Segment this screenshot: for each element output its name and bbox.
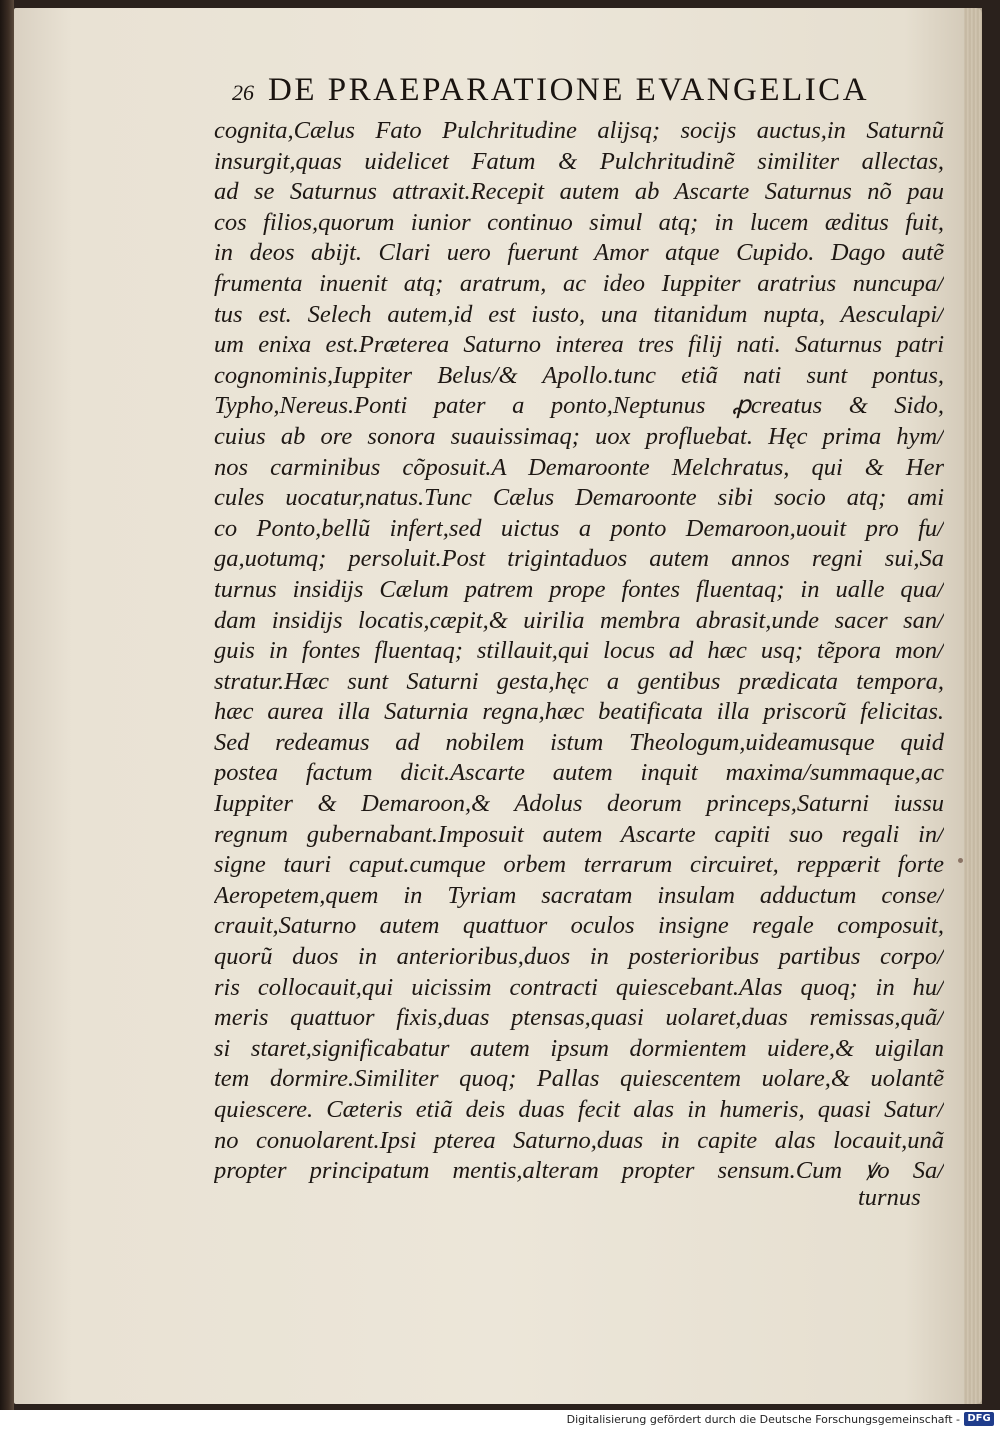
text-line: hæc aurea illa Saturnia regna,hæc beatificata illa priscorũ felicitas. <box>214 698 944 726</box>
text-line: crauit,Saturno autem quattuor oculos insigne regale composuit, <box>214 912 944 940</box>
text-line: cules uocatur,natus.Tunc Cælus Demaroonte sibi socio atq; ami <box>214 484 944 512</box>
text-line: Iuppiter & Demaroon,& Adolus deorum princeps,Saturni iussu <box>214 790 944 818</box>
text-line: no conuolarent.Ipsi pterea Saturno,duas in capite alas locauit,unã <box>214 1126 944 1154</box>
text-line: si staret,significabatur autem ipsum dormientem uidere,& uigilan <box>214 1034 944 1062</box>
text-line: cuius ab ore sonora suauissimaq; uox profluebat. Hęc prima hym/ <box>214 422 944 450</box>
text-line: in deos abijt. Clari uero fuerunt Amor atque Cupido. Dago autẽ <box>214 239 944 267</box>
binding-edge <box>0 0 14 1410</box>
text-line: ga,uotumq; persoluit.Post trigintaduos autem annos regni sui,Sa <box>214 545 944 573</box>
text-line: um enixa est.Præterea Saturno interea tres filij nati. Saturnus patri <box>214 331 944 359</box>
text-line: insurgit,quas uidelicet Fatum & Pulchritudinẽ similiter allectas, <box>214 147 944 175</box>
folio-number: 26 <box>232 80 254 105</box>
running-head: DE PRAEPARATIONE EVANGELICA <box>268 72 870 108</box>
page-header <box>232 72 932 112</box>
text-line: stratur.Hæc sunt Saturni gesta,hęc a gentibus prædicata tempora, <box>214 667 944 695</box>
text-line: ris collocauit,qui uicissim contracti quiescebant.Alas quoq; in hu/ <box>214 973 944 1001</box>
text-line: quiescere. Cæteris etiã deis duas fecit alas in humeris, quasi Satur/ <box>214 1096 944 1123</box>
text-line: co Ponto,bellũ infert,sed uictus a ponto Demaroon,uouit pro fu/ <box>214 514 944 542</box>
dfg-logo: DFG <box>964 1412 994 1426</box>
text-line: meris quattuor fixis,duas ptensas,quasi uolaret,duas remissas,quã/ <box>214 1004 944 1032</box>
text-line: Typho,Nereus.Ponti pater a ponto,Neptunus ꝓcreatus & Sido, <box>214 392 944 420</box>
text-line: regnum gubernabant.Imposuit autem Ascarte capiti suo regali in/ <box>214 820 944 848</box>
text-line: frumenta inuenit atq; aratrum, ac ideo Iuppiter aratrius nuncupa/ <box>214 269 944 297</box>
catchword: turnus <box>858 1184 921 1211</box>
text-line: quorũ duos in anterioribus,duos in posterioribus partibus corpo/ <box>214 943 944 971</box>
text-line: propter principatum mentis,alteram propter sensum.Cum ꝟo Sa/ <box>214 1157 944 1185</box>
text-block <box>214 116 944 1187</box>
text-line: postea factum dicit.Ascarte autem inquit maxima/summaque,ac <box>214 759 944 787</box>
text-line: ad se Saturnus attraxit.Recepit autem ab Ascarte Saturnus nõ pau <box>214 178 944 206</box>
text-line: Aeropetem,quem in Tyriam sacratam insulam adductum conse/ <box>214 881 944 909</box>
text-line: nos carminibus cõposuit.A Demaroonte Melchratus, qui & Her <box>214 453 944 481</box>
funding-credit: Digitalisierung gefördert durch die Deutsche Forschungsgemeinschaft - <box>566 1413 960 1426</box>
text-line: dam insidijs locatis,cæpit,& uirilia membra abrasit,unde sacer san/ <box>214 606 944 634</box>
text-line: turnus insidijs Cælum patrem prope fontes fluentaq; in ualle qua/ <box>214 575 944 603</box>
text-line: Sed redeamus ad nobilem istum Theologum,uideamusque quid <box>214 728 944 756</box>
text-line: signe tauri caput.cumque orbem terrarum circuiret, reppærit forte <box>214 851 944 879</box>
text-line: tem dormire.Similiter quoq; Pallas quiescentem uolare,& uolantẽ <box>214 1065 944 1093</box>
text-line: cognominis,Iuppiter Belus/& Apollo.tunc etiã nati sunt pontus, <box>214 361 944 389</box>
text-line: guis in fontes fluentaq; stillauit,qui locus ad hæc usq; tẽpora mon/ <box>214 637 944 665</box>
page-fore-edge <box>964 8 982 1404</box>
text-line: tus est. Selech autem,id est iusto, una titanidum nupta, Aesculapi/ <box>214 300 944 328</box>
paper-speck <box>958 858 963 863</box>
text-line: cognita,Cælus Fato Pulchritudine alijsq; socijs auctus,in Saturnũ <box>214 117 944 144</box>
text-line: cos filios,quorum iunior continuo simul atq; in lucem æditus fuit, <box>214 208 944 236</box>
